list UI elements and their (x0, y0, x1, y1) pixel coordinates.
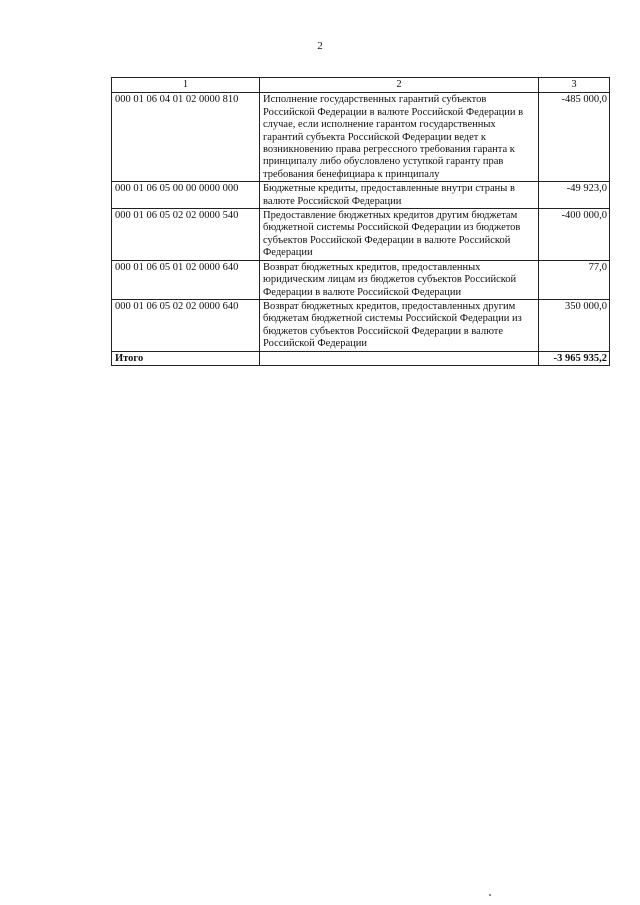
budget-table (111, 77, 610, 366)
row-amount: -400 000,0 (539, 209, 610, 261)
table-row (112, 93, 610, 182)
table-row (112, 209, 610, 261)
budget-code: 000 01 06 05 01 02 0000 640 (112, 260, 260, 299)
row-description: Бюджетные кредиты, предоставленные внутри страны в валюте Российской Федерации (260, 182, 539, 209)
row-amount: -49 923,0 (539, 182, 610, 209)
row-amount: -485 000,0 (539, 93, 610, 182)
budget-code: 000 01 06 05 02 02 0000 540 (112, 209, 260, 261)
row-description: Возврат бюджетных кредитов, предоставленных юридическим лицам из бюджетов субъектов Российской Федерации в валюте Российской Федерации (260, 260, 539, 299)
total-empty-cell (260, 351, 539, 365)
budget-code: 000 01 06 05 00 00 0000 000 (112, 182, 260, 209)
total-label: Итого (112, 351, 260, 365)
table-row (112, 260, 610, 299)
row-description: Предоставление бюджетных кредитов другим бюджетам бюджетной системы Российской Федерации из бюджетов субъектов Российской Федерации в валюте Российской Федерации (260, 209, 539, 261)
row-amount: 77,0 (539, 260, 610, 299)
total-amount: -3 965 935,2 (539, 351, 610, 365)
total-row (112, 351, 610, 365)
row-description: Возврат бюджетных кредитов, предоставленных другим бюджетам бюджетной системы Российской Федерации из бюджетов субъектов Российской Федерации в валюте Российской Федерации (260, 299, 539, 351)
budget-code: 000 01 06 05 02 02 0000 640 (112, 299, 260, 351)
column-header-1: 1 (112, 78, 260, 93)
row-amount: 350 000,0 (539, 299, 610, 351)
column-header-2: 2 (260, 78, 539, 93)
scan-speck (489, 894, 491, 896)
header-row (112, 78, 610, 93)
page-number: 2 (317, 40, 323, 52)
column-header-3: 3 (539, 78, 610, 93)
table-row (112, 299, 610, 351)
row-description: Исполнение государственных гарантий субъектов Российской Федерации в валюте Российской Федерации в случае, если исполнение гарантом государственных гарантий субъекта Российской Федерации ведет к возникновению права регрессного требования гаранта к принципалу либо обусловлено уступкой гаранту прав требования бенефициара к принципалу (260, 93, 539, 182)
table-row (112, 182, 610, 209)
budget-code: 000 01 06 04 01 02 0000 810 (112, 93, 260, 182)
